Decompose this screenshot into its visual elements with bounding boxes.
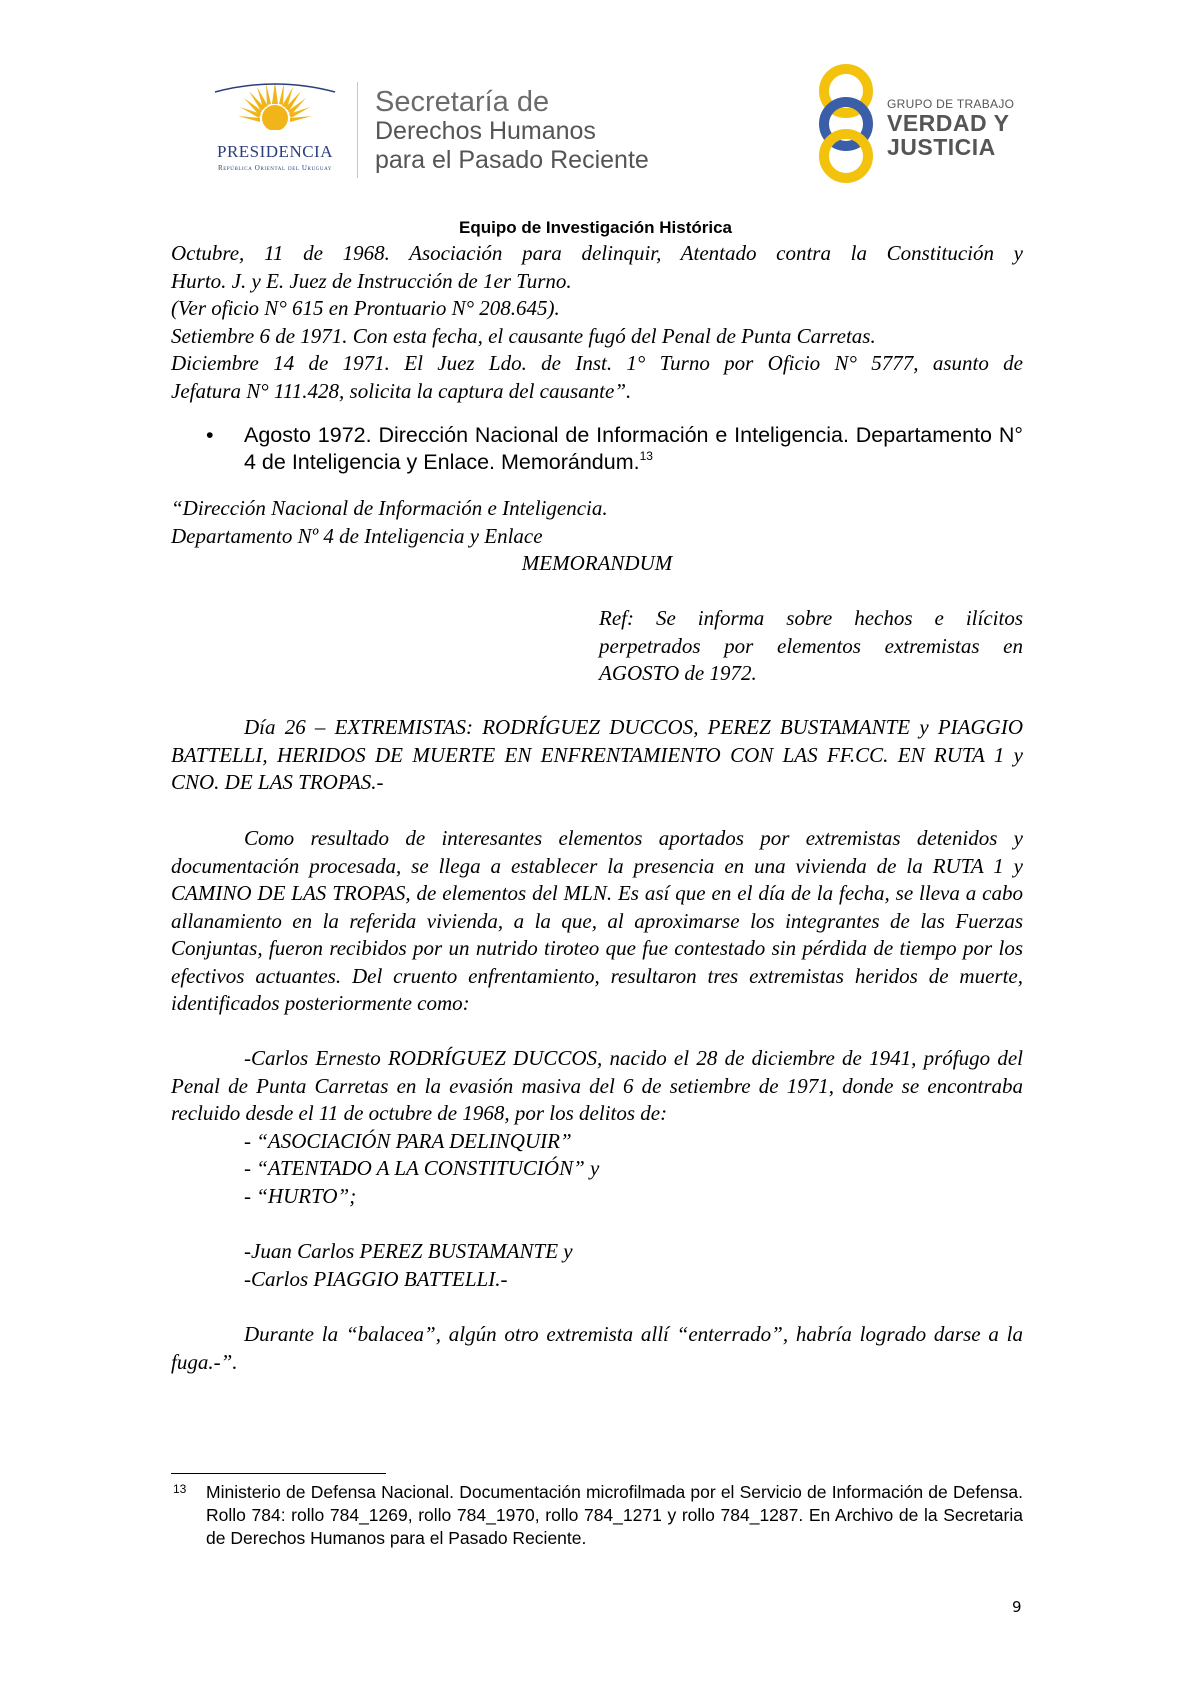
gtvj-title-line-1: VERDAD Y [887,110,1010,136]
memo-line-2: Departamento Nº 4 de Inteligencia y Enlace [171,523,543,548]
footnote-text: Ministerio de Defensa Nacional. Documentación microfilmada por el Servicio de Información de Defensa. Rollo 784: rollo 784_1269, rollo 784_1970, rollo 784_1271 y rollo 784_1287. En Archivo de la Secretaria de Derechos Humanos para el Pasado Reciente. [206,1482,1023,1548]
intro-line: Jefatura N° 111.428, solicita la captura del causante”. [171,378,632,403]
footnote-ref[interactable]: 13 [639,449,653,463]
bullet-text [244,422,1023,476]
presidencia-subtitle: República Oriental del Uruguay [217,164,333,172]
crime-item: - “ATENTADO A LA CONSTITUCIÓN” y [244,1156,600,1180]
intro-block [171,240,1023,405]
memo-title: MEMORANDUM [521,551,673,575]
intro-line: Setiembre 6 de 1971. Con esta fecha, el causante fugó del Penal de Punta Carretas. [171,323,876,348]
paragraph-1: Como resultado de interesantes elementos aportados por extremistas detenidos y documentación procesada, se llega a establecer la presencia en una vivienda de la RUTA 1 y CAMINO DE LAS TROPAS, de elementos del MLN. Es así que en el día de la fecha, se lleva a cabo allanamiento en la referida vivienda, a la que, al aproximarse los integrantes de las Fuerzas Conjuntas, fueron recibidos por un nutrido tiroteo que fue contestado sin pérdida de tiempo por los efectivos actuantes. Del cruento enfrentamiento, resultaron tres extremistas heridos de muerte, identificados posteriormente como: [171,826,1023,1015]
intro-line: Hurto. J. y E. Juez de Instrucción de 1er Turno. [171,268,572,293]
intro-line: (Ver oficio N° 615 en Prontuario N° 208.645). [171,296,560,320]
secretaria-line-2: Derechos Humanos [375,117,596,145]
verdad-justicia-logo [813,64,1033,184]
footnote-number: 13 [173,1482,187,1496]
closing-paragraph: Durante la “balacea”, algún otro extremista allí “enterrado”, habría logrado darse a la fuga.-”. [171,1322,1023,1374]
paragraph-2: -Carlos Ernesto RODRÍGUEZ DUCCOS, nacido el 28 de diciembre de 1941, prófugo del Penal de Punta Carretas en la evasión masiva del 6 de setiembre de 1971, donde se encontraba recluido desde el 11 de octubre de 1968, por los delitos de: [171,1046,1023,1125]
crime-item: - “HURTO”; [244,1184,357,1208]
memo-header [171,495,1023,550]
person-item: -Carlos PIAGGIO BATTELLI.- [244,1267,508,1291]
bullet-text-body: Agosto 1972. Dirección Nacional de Información e Inteligencia. Departamento N° 4 de Inteligencia y Enlace. Memorándum. [244,423,1023,474]
ref-line: perpetrados por elementos extremistas en [599,633,1023,658]
secretaria-line-3: para el Pasado Reciente [375,146,649,174]
linked-rings-icon [813,64,883,184]
person-item: -Juan Carlos PEREZ BUSTAMANTE y [244,1239,573,1263]
header-divider [357,82,358,178]
presidencia-logo [195,80,355,180]
memo-line-1: “Dirección Nacional de Información e Inteligencia. [171,496,608,520]
footnote-divider [171,1473,386,1474]
gtvj-title-line-2: JUSTICIA [887,134,996,160]
gtvj-small-title: GRUPO DE TRABAJO [887,97,1015,111]
ref-line: AGOSTO de 1972. [599,661,757,685]
day-heading: Día 26 – EXTREMISTAS: RODRÍGUEZ DUCCOS, PEREZ BUSTAMANTE y PIAGGIO BATTELLI, HERIDOS DE MUERTE EN ENFRENTAMIENTO CON LAS FF.CC. EN RUTA 1 y CNO. DE LAS TROPAS.- [171,715,1023,794]
secretaria-title [375,88,649,175]
secretaria-line-1: Secretaría de [375,86,550,118]
page-header [0,0,1191,237]
bullet-icon: • [206,423,214,447]
ref-line: Ref: Se informa sobre hechos e ilícitos [599,606,1023,630]
presidencia-name: PRESIDENCIA [216,142,333,161]
crime-item: - “ASOCIACIÓN PARA DELINQUIR” [244,1129,572,1153]
intro-line: Octubre, 11 de 1968. Asociación para delinquir, Atentado contra la Constitución y [171,241,1023,265]
intro-line: Diciembre 14 de 1971. El Juez Ldo. de Inst. 1° Turno por Oficio N° 5777, asunto de [171,351,1023,375]
page-number: 9 [1012,1598,1022,1616]
presidencia-arc-icon [195,80,355,94]
memo-reference [599,605,1023,688]
team-title: Equipo de Investigación Histórica [459,218,732,237]
